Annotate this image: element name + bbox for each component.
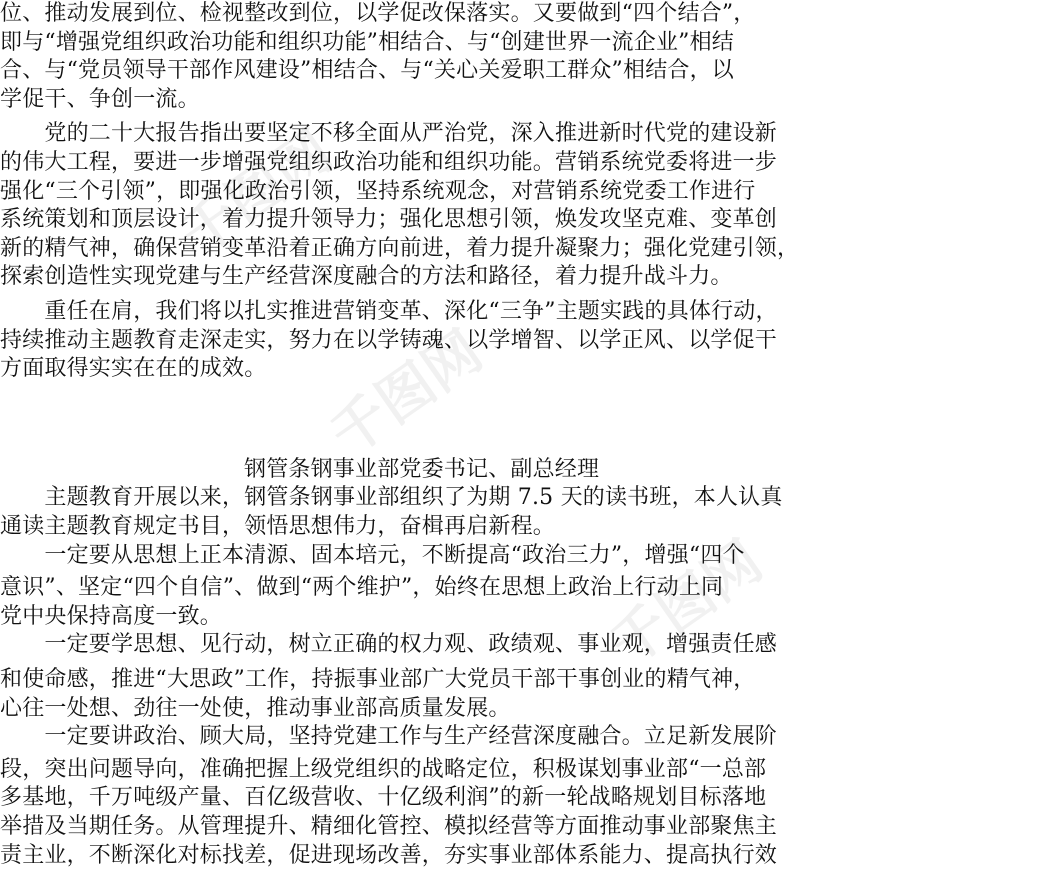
text-line: 意识”、坚定“四个自信”、做到“两个维护”，始终在思想上政治上行动上同 [0, 575, 724, 600]
text-line: 举措及当期任务。从管理提升、精细化管控、模拟经营等方面推动事业部聚焦主 [0, 814, 778, 839]
watermark: 千图网 [599, 528, 775, 679]
watermark: 千图网 [169, 118, 345, 269]
text-line: 党中央保持高度一致。 [0, 604, 223, 629]
text-line: 位、推动发展到位、检视整改到位，以学促改保落实。又要做到“四个结合”， [0, 1, 756, 26]
text-line: 探索创造性实现党建与生产经营深度融合的方法和路径，着力提升战斗力。 [0, 264, 733, 289]
section-heading: 钢管条钢事业部党委书记、副总经理 [244, 457, 600, 482]
text-line: 党的二十大报告指出要坚定不移全面从严治党，深入推进新时代党的建设新 [0, 121, 778, 146]
text-line: 新的精气神，确保营销变革沿着正确方向前进，着力提升凝聚力；强化党建引领， [0, 236, 800, 261]
text-line: 一定要从思想上正本清源、固本培元，不断提高“政治三力”，增强“四个 [0, 543, 745, 568]
text-line: 一定要讲政治、顾大局，坚持党建工作与生产经营深度融合。立足新发展阶 [0, 724, 778, 749]
text-line: 一定要学思想、见行动，树立正确的权力观、政绩观、事业观，增强责任感 [0, 632, 778, 657]
text-line: 重任在肩，我们将以扎实推进营销变革、深化“三争”主题实践的具体行动， [0, 299, 778, 324]
text-line: 即与“增强党组织政治功能和组织功能”相结合、与“创建世界一流企业”相结 [0, 30, 734, 55]
text-line: 通读主题教育规定书目，领悟思想伟力，奋楫再启新程。 [0, 514, 556, 539]
text-line: 主题教育开展以来，钢管条钢事业部组织了为期 7.5 天的读书班，本人认真 [0, 485, 783, 510]
text-line: 段，突出问题导向，准确把握上级党组织的战略定位，积极谋划事业部“一总部 [0, 757, 767, 782]
text-line: 方面取得实实在在的成效。 [0, 356, 267, 381]
text-line: 强化“三个引领”，即强化政治引领，坚持系统观念，对营销系统党委工作进行 [0, 179, 756, 204]
text-line: 心往一处想、劲往一处使，推动事业部高质量发展。 [0, 696, 511, 721]
text-line: 学促干、争创一流。 [0, 87, 200, 112]
text-line: 和使命感，推进“大思政”工作，持振事业部广大党员干部干事创业的精气神， [0, 667, 756, 692]
text-line: 责主业，不断深化对标找差，促进现场改善，夯实事业部体系能力、提高执行效 [0, 843, 778, 868]
text-line: 持续推动主题教育走深走实，努力在以学铸魂、以学增智、以学正风、以学促干 [0, 328, 778, 353]
text-line: 多基地，千万吨级产量、百亿级营收、十亿级利润”的新一轮战略规划目标落地 [0, 785, 767, 810]
text-line: 的伟大工程，要进一步增强党组织政治功能和组织功能。营销系统党委将进一步 [0, 150, 778, 175]
text-line: 合、与“党员领导干部作风建设”相结合、与“关心关爱职工群众”相结合，以 [0, 58, 734, 83]
text-line: 系统策划和顶层设计，着力提升领导力；强化思想引领，焕发攻坚克难、变革创 [0, 207, 778, 232]
watermark: 千图网 [319, 318, 495, 469]
